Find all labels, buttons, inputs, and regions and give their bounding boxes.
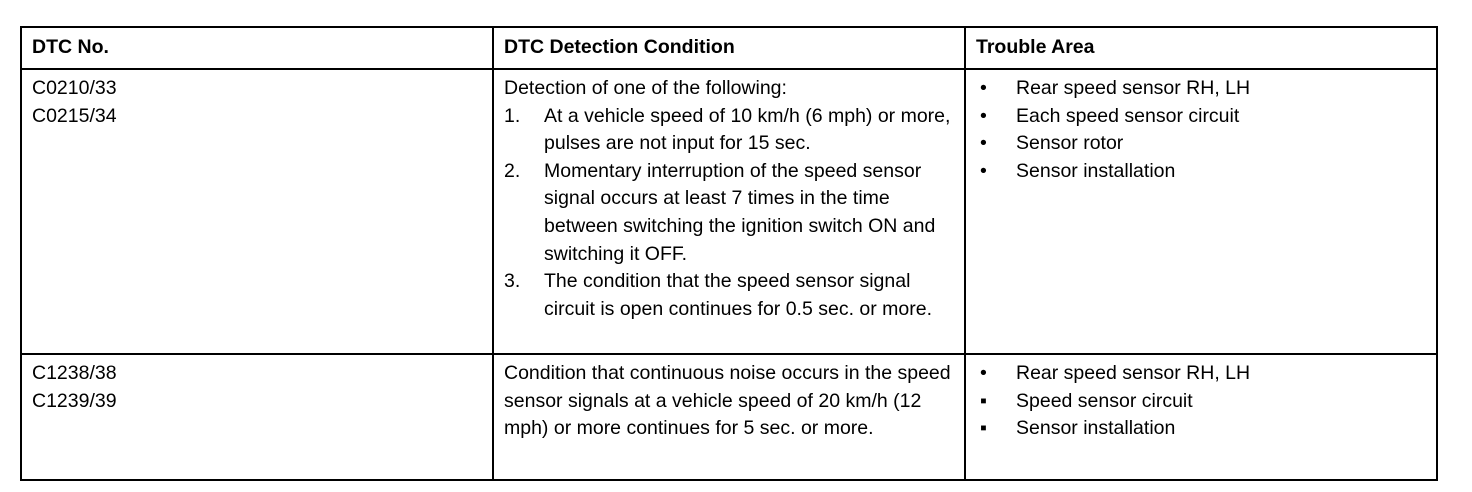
square-bullet-icon: ▪ (980, 417, 987, 440)
square-bullet-icon: ▪ (980, 389, 987, 412)
table-row (21, 354, 1437, 480)
condition-text: Condition that continuous noise occurs in the speed sensor signals at a vehicle speed of 20 km/h (12 mph) or more continues for 5 sec. or more. (504, 362, 951, 440)
step-text: Momentary interruption of the speed sensor signal occurs at least 7 times in the time between switching the ignition switch ON and switching it OFF. (544, 159, 936, 265)
list-item (504, 158, 954, 268)
dtc-code: C1239/39 (32, 389, 117, 412)
bullet-icon: • (980, 104, 987, 127)
trouble-area-text: Rear speed sensor RH, LH (1016, 77, 1251, 99)
table-row (21, 69, 1437, 354)
step-number: 2. (504, 159, 521, 182)
header-detection-condition: DTC Detection Condition (493, 27, 965, 69)
bullet-icon: • (980, 159, 987, 182)
bullet-icon: • (980, 132, 987, 155)
condition-intro: Detection of one of the following: (504, 77, 787, 99)
step-text: At a vehicle speed of 10 km/h (6 mph) or more, pulses are not input for 15 sec. (544, 104, 951, 155)
list-item (976, 158, 1426, 186)
dtc-code: C0210/33 (32, 77, 117, 99)
trouble-area-text: Rear speed sensor RH, LH (1016, 362, 1251, 384)
list-item (976, 75, 1426, 103)
list-item (976, 388, 1426, 416)
step-number: 3. (504, 270, 521, 293)
dtc-code: C0215/34 (32, 104, 117, 127)
detection-condition-cell (493, 354, 965, 480)
trouble-area-cell (965, 69, 1437, 354)
trouble-area-list (976, 75, 1426, 185)
trouble-area-text: Sensor installation (1016, 159, 1176, 182)
list-item (504, 268, 954, 323)
list-item (976, 415, 1426, 443)
step-text: The condition that the speed sensor signal circuit is open continues for 0.5 sec. or more. (544, 270, 933, 320)
trouble-area-text: Each speed sensor circuit (1016, 104, 1240, 127)
header-trouble-area: Trouble Area (965, 27, 1437, 69)
list-item (504, 103, 954, 158)
bullet-icon: • (980, 77, 987, 99)
list-item (976, 360, 1426, 388)
header-dtc-no: DTC No. (21, 27, 493, 69)
list-item (976, 103, 1426, 131)
dtc-code: C1238/38 (32, 362, 117, 384)
detection-condition-cell (493, 69, 965, 354)
condition-steps (504, 103, 954, 324)
trouble-area-list (976, 360, 1426, 443)
dtc-codes-cell (21, 69, 493, 354)
table-header-row (21, 27, 1437, 69)
dtc-codes-cell (21, 354, 493, 480)
trouble-area-text: Sensor rotor (1016, 132, 1124, 155)
bullet-icon: • (980, 362, 987, 384)
dtc-table (20, 26, 1438, 481)
trouble-area-text: Speed sensor circuit (1016, 389, 1193, 412)
list-item (976, 130, 1426, 158)
step-number: 1. (504, 104, 521, 127)
trouble-area-cell (965, 354, 1437, 480)
trouble-area-text: Sensor installation (1016, 417, 1176, 440)
